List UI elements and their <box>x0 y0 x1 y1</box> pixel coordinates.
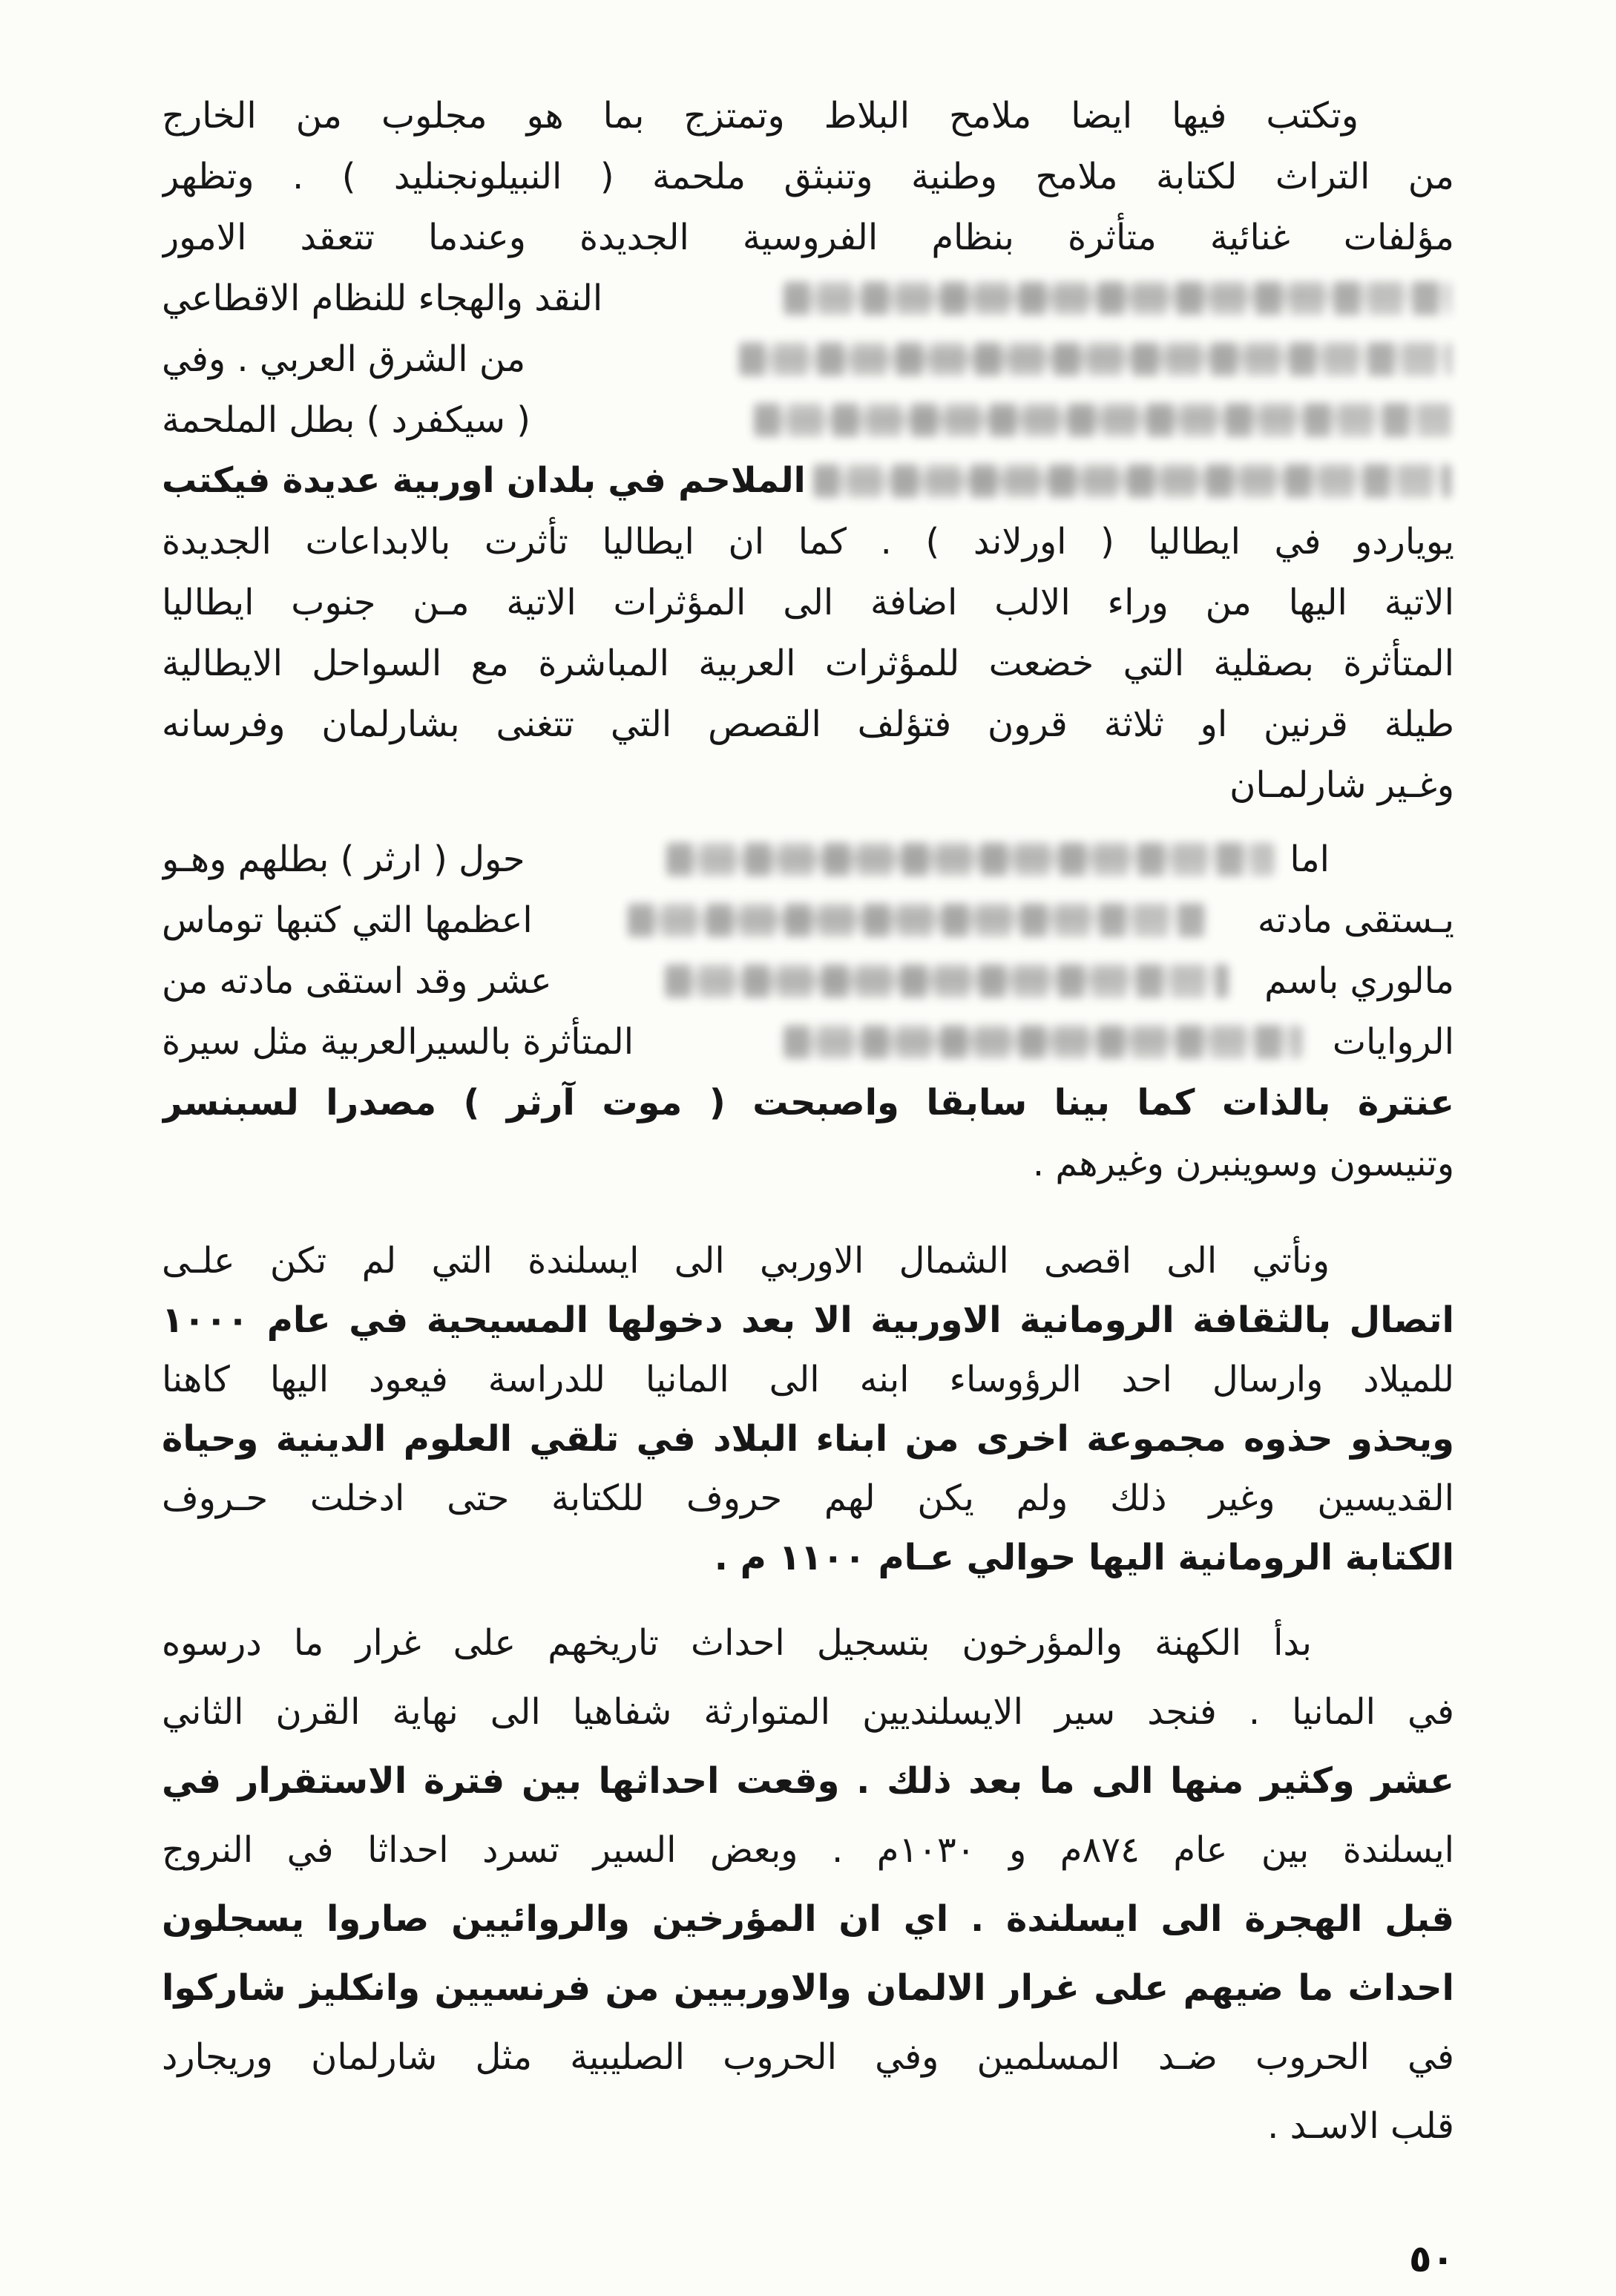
paragraph <box>162 1231 1454 1587</box>
text-line <box>162 1609 1454 1678</box>
line-text: عشر وكثير منها الى ما بعد ذلك . وقعت احداثها بين فترة الاستقرار في <box>162 1760 1454 1802</box>
line-text: مالوري باسم <box>1264 960 1454 1002</box>
text-line <box>162 1816 1454 1885</box>
blurred-region <box>739 342 1451 376</box>
line-text: طيلة قرنين او ثلاثة قرون فتؤلف القصص التي تتغنى بشارلمان وفرسانه <box>162 703 1454 745</box>
blurred-region <box>784 281 1451 315</box>
line-text: مؤلفات غنائية متأثرة بنظام الفروسية الجديدة وعندما تتعقد الامور <box>162 217 1454 258</box>
line-text: وغـير شارلمـان <box>1229 764 1454 806</box>
line-text: قبل الهجرة الى ايسلندة . اي ان المؤرخين والروائيين صاروا يسجلون <box>162 1898 1454 1940</box>
text-line <box>162 1409 1454 1469</box>
line-text: يـستقى مادته <box>1257 899 1454 941</box>
text-line <box>162 2092 1454 2161</box>
line-text: حول ( ارثر ) بطلهم وهـو <box>162 839 525 880</box>
line-text: عنترة بالذات كما بينا سابقا واصبحت ( موت آرثر ) مصدرا لسبنسر <box>162 1082 1454 1124</box>
paragraph <box>162 1609 1454 2161</box>
line-text: في المانيا . فنجد سير الايسلنديين المتوارثة شفاهيا الى نهاية القرن الثاني <box>162 1691 1454 1733</box>
line-text: للميلاد وارسال احد الرؤوساء ابنه الى المانيا للدراسة فيعود اليها كاهنا <box>162 1359 1454 1400</box>
line-text: وتنيسون وسوينبرن وغيرهم . <box>1032 1143 1454 1184</box>
page-number: ٥٠ <box>1408 2237 1454 2280</box>
text-line <box>162 633 1454 694</box>
text-line <box>162 1072 1454 1133</box>
line-text: ونأتي الى اقصى الشمال الاوربي الى ايسلندة التي لم تكن علـى <box>162 1240 1330 1282</box>
line-text: الكتابة الرومانية اليها حوالي عـام ١١٠٠ م . <box>714 1537 1454 1578</box>
line-text: الاتية اليها من وراء الالب اضافة الى المؤثرات الاتية مـن جنوب ايطاليا <box>162 582 1454 623</box>
line-text: من التراث لكتابة ملامح وطنية وتنبثق ملحمة ( النبيلونجنليد ) . وتظهر <box>162 156 1454 197</box>
line-text: اما <box>1290 839 1330 880</box>
text-line <box>162 329 1454 390</box>
text-line <box>162 268 1454 329</box>
text-line <box>162 1885 1454 1954</box>
line-text: القديسين وغير ذلك ولم يكن لهم حروف للكتابة حتى ادخلت حـروف <box>162 1477 1454 1519</box>
line-text: المتأثرة بالسيرالعربية مثل سيرة <box>162 1021 634 1063</box>
text-line <box>162 1290 1454 1350</box>
text-line <box>162 2023 1454 2092</box>
line-text: احداث ما ضيهم على غرار الالمان والاوربيين من فرنسيين وانكليز شاركوا <box>162 1967 1454 2009</box>
text-line <box>162 890 1454 951</box>
text-line <box>162 1011 1454 1072</box>
blurred-region <box>754 403 1451 437</box>
text-line <box>162 1678 1454 1747</box>
blurred-region <box>628 903 1206 937</box>
line-text: وتكتب فيها ايضا ملامح البلاط وتمتزج بما هو مجلوب من الخارج <box>162 95 1359 137</box>
paragraph <box>162 85 1454 816</box>
text-line <box>162 694 1454 755</box>
text-line <box>162 207 1454 268</box>
text-line <box>162 1469 1454 1528</box>
line-text: في الحروب ضـد المسلمين وفي الحروب الصليبية مثل شارلمان وريجارد <box>162 2036 1454 2078</box>
blurred-region <box>813 464 1451 498</box>
line-text: بدأ الكهنة والمؤرخون بتسجيل احداث تاريخهم على غرار ما درسوه <box>162 1622 1312 1664</box>
text-line <box>162 1747 1454 1816</box>
text-line <box>162 511 1454 572</box>
line-text: ( سيكفرد ) بطل الملحمة <box>162 399 531 441</box>
text-line <box>162 390 1454 450</box>
text-line <box>162 450 1454 511</box>
line-text: اتصال بالثقافة الرومانية الاوربية الا بعد دخولها المسيحية في عام ١٠٠٠ <box>162 1299 1454 1341</box>
text-line <box>162 146 1454 207</box>
line-text: الروايات <box>1332 1021 1454 1063</box>
line-text: الملاحم في بلدان اوربية عديدة فيكتب <box>162 460 806 501</box>
line-text: المتأثرة بصقلية التي خضعت للمؤثرات العربية المباشرة مع السواحل الايطالية <box>162 643 1454 684</box>
text-line <box>162 572 1454 633</box>
line-text: اعظمها التي كتبها توماس <box>162 899 533 941</box>
line-text: النقد والهجاء للنظام الاقطاعي <box>162 278 603 319</box>
text-line <box>162 829 1454 890</box>
text-line <box>162 951 1454 1011</box>
line-text: ويحذو حذوه مجموعة اخرى من ابناء البلاد في تلقي العلوم الدينية وحياة <box>162 1418 1454 1460</box>
line-text: من الشرق العربي . وفي <box>162 338 526 380</box>
text-line <box>162 1954 1454 2023</box>
blurred-region <box>666 842 1275 876</box>
blurred-region <box>665 964 1229 998</box>
text-line <box>162 1133 1454 1194</box>
text-line <box>162 1231 1454 1290</box>
paragraph <box>162 829 1454 1194</box>
text-line <box>162 755 1454 816</box>
blurred-region <box>784 1025 1303 1059</box>
text-line <box>162 85 1454 146</box>
line-text: يوياردو في ايطاليا ( اورلاند ) . كما ان ايطاليا تأثرت بالابداعات الجديدة <box>162 521 1454 562</box>
text-line <box>162 1350 1454 1409</box>
line-text: قلب الاسـد . <box>1267 2105 1454 2147</box>
text-line <box>162 1528 1454 1587</box>
line-text: ايسلندة بين عام ٨٧٤م و ١٠٣٠م . وبعض السير تسرد احداثا في النروج <box>162 1829 1454 1871</box>
line-text: عشر وقد استقى مادته من <box>162 960 552 1002</box>
